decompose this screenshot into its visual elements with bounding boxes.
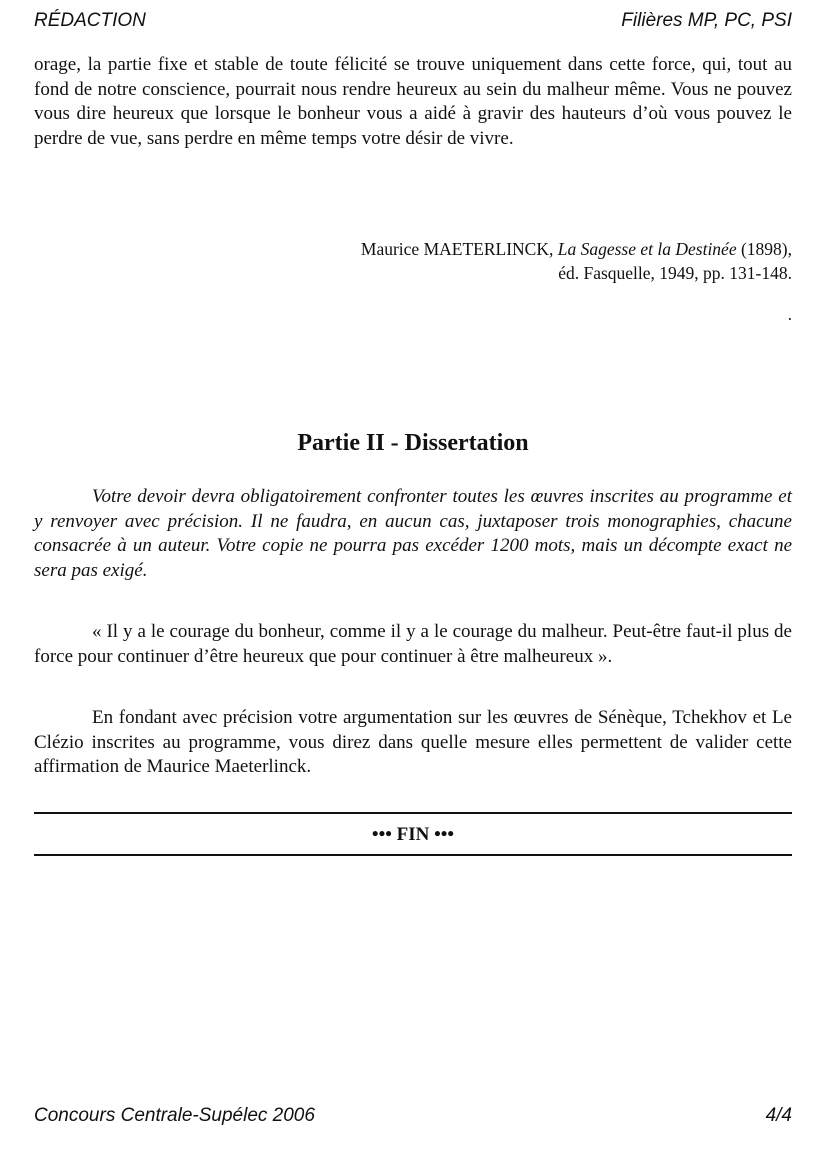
excerpt-paragraph: orage, la partie fixe et stable de toute félicité se trouve uniquement dans cette force, qui, tout au fond de notre conscience, pourrait nous rendre heureux au sein du malheur même. Vous ne pouvez vous dire heureux que lorsque le bonheur vous a aidé à gravir des hauteurs d’où vous pouvez le perdre de vue, sans perdre en même temps votre désir de vivre. — [34, 54, 792, 149]
header-subject: RÉDACTION — [34, 10, 146, 31]
citation — [361, 237, 792, 285]
footer-exam-name: Concours Centrale-Supélec 2006 — [34, 1105, 315, 1126]
quote-paragraph: « Il y a le courage du bonheur, comme il y a le courage du malheur. Peut-être faut-il plus de force pour continuer d’être heureux que pour continuer à être malheureux ». — [34, 621, 792, 667]
page-header — [34, 10, 792, 32]
divider-bottom — [34, 854, 792, 856]
page-number: 4/4 — [765, 1105, 792, 1126]
end-marker: ••• FIN ••• — [371, 824, 455, 845]
citation-year: (1898), — [740, 239, 792, 259]
citation-work: La Sagesse et la Destinée — [557, 239, 737, 259]
page-footer — [34, 1105, 792, 1127]
section-title: Partie II - Dissertation — [297, 430, 529, 456]
citation-edition: éd. Fasquelle, 1949, pp. 131-148. — [558, 263, 792, 283]
instructions-paragraph: Votre devoir devra obligatoirement confronter toutes les œuvres inscrites au programme et y renvoyer avec précision. Il ne faudra, en aucun cas, juxtaposer trois monographies, chacune consacrée à un auteur. Votre copie ne pourra pas excéder 1200 mots, mais un décompte exact ne sera pas exigé. — [34, 486, 792, 581]
stray-mark: . — [787, 305, 792, 324]
task-paragraph: En fondant avec précision votre argumentation sur les œuvres de Sénèque, Tchekhov et Le Clézio inscrites au programme, vous direz dans quelle mesure elles permettent de valider cette affirmation de Maurice Maeterlinck. — [34, 707, 792, 777]
header-streams: Filières MP, PC, PSI — [621, 10, 792, 31]
citation-author: Maurice MAETERLINCK, — [360, 239, 554, 259]
citation-line-1 — [361, 237, 792, 261]
divider-top — [34, 812, 792, 814]
